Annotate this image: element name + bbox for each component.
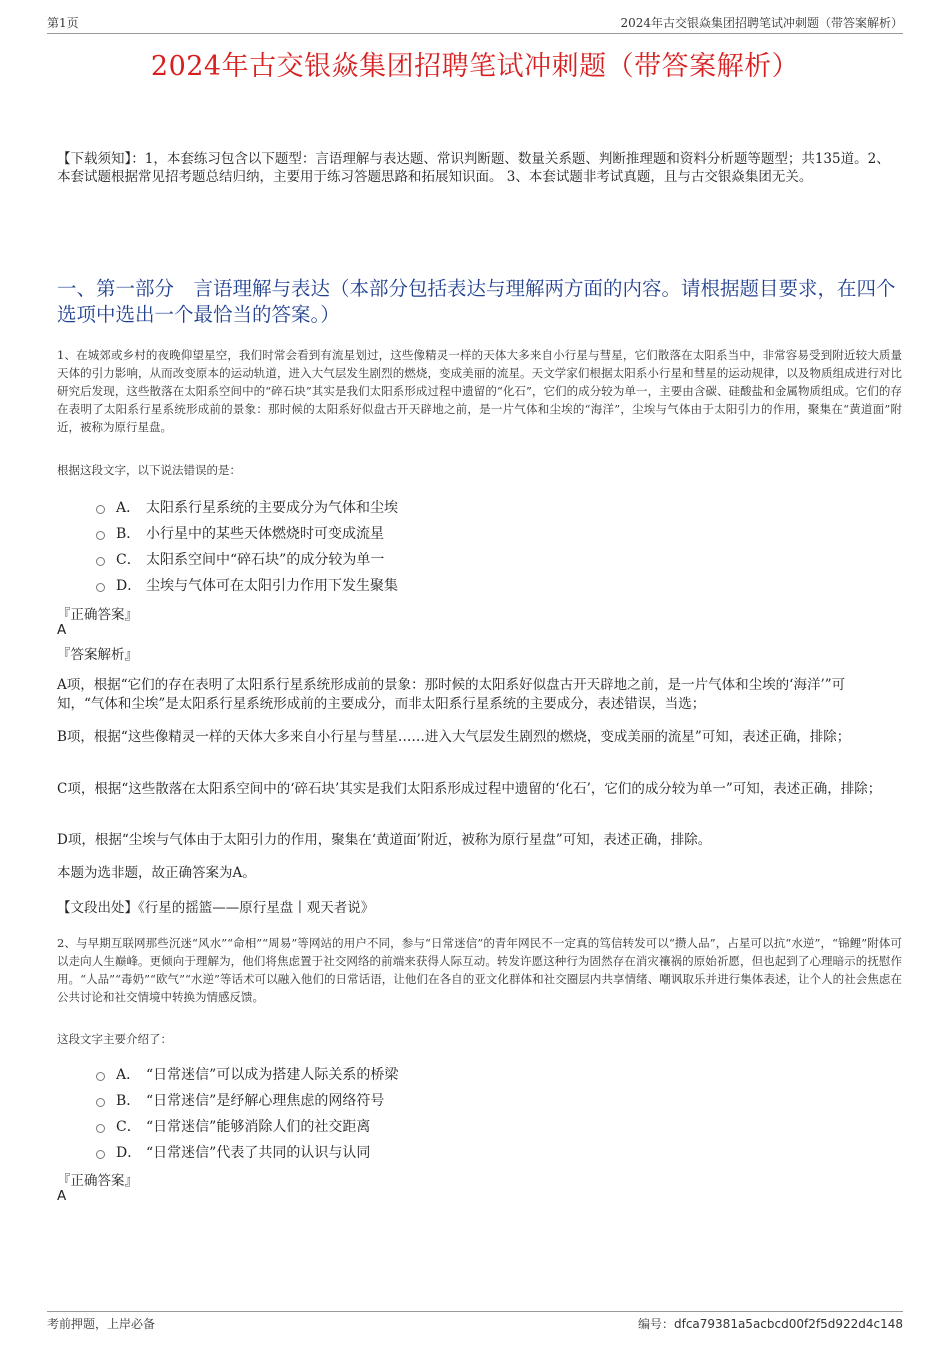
- question-1-option-a[interactable]: [96, 497, 398, 517]
- option-letter: B．: [116, 526, 141, 542]
- page-title: 2024年古交银焱集团招聘笔试冲刺题（带答案解析）: [150, 51, 800, 82]
- option-text: 太阳系行星系统的主要成分为气体和尘埃: [146, 500, 398, 516]
- question-1-analysis-label: 『答案解析』: [57, 647, 138, 663]
- question-1-prompt: 根据这段文字，以下说法错误的是：: [57, 463, 241, 477]
- footer-slogan: 考前押题，上岸必备: [47, 1317, 156, 1331]
- footer-code-value: dfca79381a5acbcd00f2f5d922d4c148: [673, 1317, 903, 1331]
- question-2-option-d[interactable]: [96, 1142, 370, 1162]
- option-text: “日常迷信”是纾解心理焦虑的网络符号: [146, 1093, 385, 1109]
- radio-icon[interactable]: [96, 1098, 105, 1107]
- page-number: 第1页: [47, 16, 79, 30]
- analysis-item-c: C项，根据“这些散落在太阳系空间中的‘碎石块’其实是我们太阳系形成过程中遗留的‘化石’，它们的成分较为单一”可知，表述正确，排除；: [57, 781, 882, 797]
- option-letter: D．: [116, 578, 142, 594]
- radio-icon[interactable]: [96, 583, 105, 592]
- question-2-option-b[interactable]: [96, 1090, 384, 1110]
- option-letter: A．: [116, 1067, 141, 1083]
- radio-icon[interactable]: [96, 1124, 105, 1133]
- radio-icon[interactable]: [96, 1072, 105, 1081]
- question-2-passage: 2、与早期互联网那些沉迷“风水”“命相”“周易”等网站的用户不同，参与“日常迷信”的青年网民不一定真的笃信转发可以“攒人品”，占星可以抗“水逆”，“锦鲤”附体可以走向人生巅峰。更倾向于理解为，他们将焦虑置于社交网络的前端来获得人际互动。转发许愿这种行为固然存在消灾禳祸的原始祈愿，但也起到了心理暗示的抚慰作用。“人品”“毒奶”“欧气”“水逆”等话术可以融入他们的日常话语，让他们在各自的亚文化群体和社交圈层内共享情绪、嘲讽取乐并进行集体表述，让个人的社会焦虑在公共讨论和社交情境中转换为情感反馈。: [57, 936, 902, 1004]
- footer-code-label: 编号：: [637, 1317, 674, 1331]
- header-divider: [47, 33, 903, 34]
- radio-icon[interactable]: [96, 505, 105, 514]
- analysis-item-b: B项，根据“这些像精灵一样的天体大多来自小行星与彗星……进入大气层发生剧烈的燃烧，变成美丽的流星”可知，表述正确，排除；: [57, 729, 851, 745]
- option-text: 太阳系空间中“碎石块”的成分较为单一: [146, 552, 385, 568]
- question-2-answer: A: [57, 1188, 67, 1204]
- option-letter: C．: [116, 552, 141, 568]
- option-text: “日常迷信”可以成为搭建人际关系的桥梁: [146, 1067, 399, 1083]
- analysis-item-a: A项，根据“它们的存在表明了太阳系行星系统形成前的景象：那时候的太阳系好似盘古开天辟地之前，是一片气体和尘埃的‘海洋’”可知，“气体和尘埃”是太阳系行星系统形成前的主要成分，而非太阳系行星系统的主要成分，表述错误，当选；: [57, 677, 846, 712]
- option-letter: D．: [116, 1145, 142, 1161]
- question-2-option-a[interactable]: [96, 1064, 398, 1084]
- question-1-answer-label: 『正确答案』: [57, 607, 138, 623]
- option-letter: C．: [116, 1119, 141, 1135]
- question-2-answer-label: 『正确答案』: [57, 1173, 138, 1189]
- option-text: 小行星中的某些天体燃烧时可变成流星: [146, 526, 384, 542]
- radio-icon[interactable]: [96, 1150, 105, 1159]
- question-1-option-c[interactable]: [96, 549, 384, 569]
- option-letter: A．: [116, 500, 141, 516]
- section-heading: 一、第一部分 言语理解与表达（本部分包括表达与理解两方面的内容。请根据题目要求，在四个选项中选出一个最恰当的答案。）: [57, 277, 896, 326]
- analysis-conclusion: 本题为选非题，故正确答案为A。: [57, 865, 256, 881]
- radio-icon[interactable]: [96, 531, 105, 540]
- option-text: “日常迷信”代表了共同的认识与认同: [146, 1145, 371, 1161]
- question-1-option-b[interactable]: [96, 523, 384, 543]
- question-2-option-c[interactable]: [96, 1116, 370, 1136]
- option-text: “日常迷信”能够消除人们的社交距离: [146, 1119, 371, 1135]
- option-text: 尘埃与气体可在太阳引力作用下发生聚集: [146, 578, 398, 594]
- option-letter: B．: [116, 1093, 141, 1109]
- question-1-option-d[interactable]: [96, 575, 398, 595]
- question-1-passage: 1、在城郊或乡村的夜晚仰望星空，我们时常会看到有流星划过，这些像精灵一样的天体大多来自小行星与彗星，它们散落在太阳系当中，非常容易受到附近较大质量天体的引力影响，从而改变原本的运动轨道，进入大气层发生剧烈的燃烧，变成美丽的流星。天文学家们根据太阳系小行星和彗星的运动规律，以及物质组成进行对比研究后发现，这些散落在太阳系空间中的“碎石块”其实是我们太阳系形成过程中遗留的“化石”，它们的成分较为单一，主要由含碳、硅酸盐和金属物质组成。它们的存在表明了太阳系行星系统形成前的景象：那时候的太阳系好似盘古开天辟地之前，是一片气体和尘埃的“海洋”，尘埃与气体由于太阳引力的作用，聚集在“黄道面”附近，被称为原行星盘。: [57, 348, 902, 434]
- question-2-prompt: 这段文字主要介绍了：: [57, 1032, 172, 1046]
- download-notice: 【下载须知】：1，本套练习包含以下题型：言语理解与表达题、常识判断题、数量关系题、判断推理题和资料分析题等题型；共135道。2、本套试题根据常见招考题总结归纳，主要用于练习答题思路和拓展知识面。 3、本套试题非考试真题，且与古交银焱集团无关。: [57, 151, 890, 185]
- passage-source: 【文段出处】《行星的摇篮——原行星盘丨观天者说》: [57, 900, 375, 916]
- analysis-item-d: D项，根据“尘埃与气体由于太阳引力的作用，聚集在‘黄道面’附近，被称为原行星盘”可知，表述正确，排除。: [57, 832, 712, 848]
- radio-icon[interactable]: [96, 557, 105, 566]
- footer-divider: [47, 1311, 903, 1312]
- footer-code: [638, 1315, 903, 1332]
- question-1-answer: A: [57, 622, 67, 638]
- header-doc-title: 2024年古交银焱集团招聘笔试冲刺题（带答案解析）: [620, 16, 903, 30]
